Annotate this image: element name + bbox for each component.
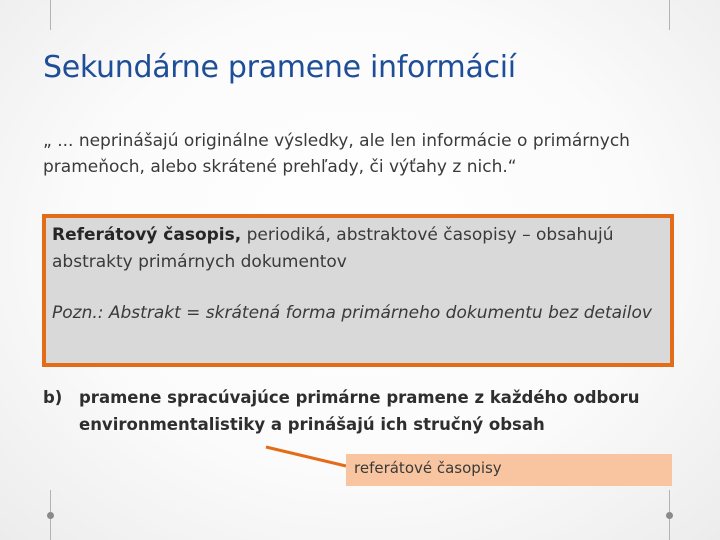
highlight-note: Pozn.: Abstrakt = skrátená forma primárneho dokumentu bez detailov [52, 303, 652, 323]
list-item-text: pramene spracúvajúce primárne pramene z každého odboru environmentalistiky a prinášajú ich stručný obsah [79, 388, 640, 434]
highlight-description: periodiká, abstraktové časopisy – obsahujú abstrakty primárnych dokumentov [52, 225, 614, 272]
slide-title: Sekundárne pramene informácií [43, 50, 516, 85]
callout-box: referátové časopisy [346, 454, 672, 486]
bullet-dot-left [47, 512, 54, 519]
quote-text: „ ... neprinášajú originálne výsledky, ale len informácie o primárnych prameňoch, alebo skrátené prehľady, či výťahy z nich.“ [43, 131, 630, 177]
highlight-term: Referátový časopis, [52, 225, 242, 245]
bullet-dot-right [666, 512, 673, 519]
list-item-marker: b) [43, 388, 63, 407]
callout-connector-line [266, 447, 346, 466]
